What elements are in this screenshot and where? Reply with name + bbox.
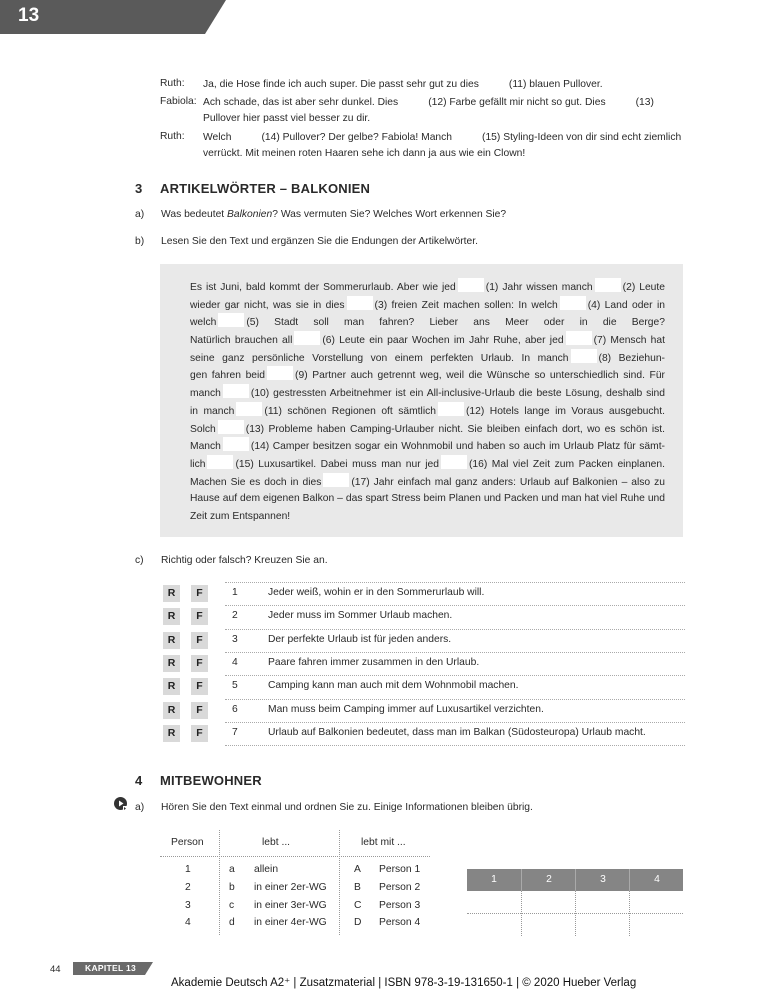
table-cell-num: 3 <box>185 899 191 911</box>
checkbox-richtig[interactable]: R <box>163 702 180 719</box>
dialogue-row <box>160 93 685 128</box>
table-header-person: Person <box>171 837 204 848</box>
rf-statement-row <box>160 652 685 675</box>
statement-text: Urlaub auf Balkonien bedeutet, dass man im Balkan (Südosteuropa) Urlaub macht. <box>268 726 646 738</box>
text-line <box>190 331 665 349</box>
answer-gap[interactable] <box>571 349 597 363</box>
row-divider <box>225 605 685 606</box>
table-cell-lebt: in einer 4er-WG <box>254 917 327 929</box>
table-cell-cap: B <box>354 881 361 893</box>
text-segment: (6) Leute ein paar Wochen im Jahr Ruhe, aber jed <box>322 335 564 347</box>
task-4a-label: a) <box>135 802 145 813</box>
audio-play-icon[interactable] <box>113 796 128 811</box>
answer-gap[interactable] <box>347 296 373 310</box>
text-segment: (3) freien Zeit machen sollen: In welch <box>374 299 558 311</box>
rf-statement-row <box>160 675 685 698</box>
checkbox-richtig[interactable]: R <box>163 655 180 672</box>
text-segment: Solch <box>190 423 216 435</box>
checkbox-richtig[interactable]: R <box>163 678 180 695</box>
checkbox-richtig[interactable]: R <box>163 632 180 649</box>
checkbox-richtig[interactable]: R <box>163 608 180 625</box>
answer-gap[interactable] <box>233 128 259 142</box>
row-divider <box>225 582 685 583</box>
answer-gap[interactable] <box>608 93 634 107</box>
section3-number: 3 <box>135 181 143 196</box>
checkbox-falsch[interactable]: F <box>191 702 208 719</box>
text-segment: verrückt. Mit meinen roten Haaren sehe ich dann ja aus wie ein Clown! <box>203 148 526 159</box>
text-segment: Machen Sie es doch in dies <box>190 476 322 488</box>
table-cell-num: 2 <box>185 881 191 893</box>
task-3a-label: a) <box>135 209 145 220</box>
table-header-divider <box>160 856 430 857</box>
text-line <box>190 490 665 508</box>
statement-text: Jeder weiß, wohin er in den Sommerurlaub will. <box>268 587 485 598</box>
text-segment: (15) Styling-Ideen von dir sind echt ziemlich <box>482 131 682 143</box>
text-line <box>190 384 665 402</box>
checkbox-falsch[interactable]: F <box>191 608 208 625</box>
text-line <box>190 349 665 367</box>
table-cell-mit: Person 4 <box>379 917 421 929</box>
dialogue-row <box>160 128 685 163</box>
task-4a-text: Hören Sie den Text einmal und ordnen Sie zu. Einige Informationen bleiben übrig. <box>161 802 533 813</box>
table-header-lebt-mit: lebt mit ... <box>361 837 406 848</box>
text-line <box>190 473 665 491</box>
answer-gap[interactable] <box>438 402 464 416</box>
statement-text: Man muss beim Camping immer auf Luxusartikel verzichten. <box>268 703 544 715</box>
row-divider <box>225 629 685 630</box>
row-divider <box>225 745 685 746</box>
text-segment: lich <box>190 458 206 470</box>
text-line <box>190 437 665 455</box>
table-cell-mit: Person 1 <box>379 864 421 875</box>
reading-text-box <box>160 264 683 537</box>
statement-text: Der perfekte Urlaub ist für jeden anders. <box>268 633 452 645</box>
task-3c-label: c) <box>135 555 144 566</box>
text-segment: Natürlich brauchen all <box>190 335 293 347</box>
text-segment: (13) <box>635 96 654 108</box>
text-segment: in manch <box>190 405 235 417</box>
text-line <box>190 366 665 384</box>
text-line <box>203 132 681 143</box>
answer-gap[interactable] <box>223 437 249 451</box>
text-segment: manch <box>190 388 221 400</box>
statement-number: 6 <box>232 703 238 715</box>
answer-gap[interactable] <box>458 278 484 292</box>
answer-gap[interactable] <box>218 313 244 327</box>
text-segment: (16) Mal viel Zeit zum Packen einplanen. <box>468 458 665 470</box>
answer-grid-header-cell: 3 <box>575 869 630 891</box>
section4-title: MITBEWOHNER <box>160 773 262 788</box>
footer-text: Akademie Deutsch A2⁺ | Zusatzmaterial | ISBN 978-3-19-131650-1 | © 2020 Hueber Verlag <box>171 977 637 989</box>
checkbox-richtig[interactable]: R <box>163 725 180 742</box>
table-header-lebt: lebt ... <box>262 837 291 848</box>
table-column-divider <box>339 830 340 935</box>
text-segment: (15) Luxusartikel. Dabei muss man nur jed <box>235 458 439 470</box>
table-cell-lebt: allein <box>254 864 279 875</box>
task-3b-text: Lesen Sie den Text und ergänzen Sie die Endungen der Artikelwörter. <box>161 236 478 247</box>
table-cell-lebt: in einer 2er-WG <box>254 881 327 893</box>
checkbox-richtig[interactable]: R <box>163 585 180 602</box>
answer-gap[interactable] <box>566 331 592 345</box>
text-segment: seine ganz persönliche Vorstellung von einem perfekten Urlaub. In manch <box>190 352 569 364</box>
speaker-name: Ruth: <box>160 78 185 89</box>
dialogue-line <box>203 110 685 128</box>
answer-grid-header-cell: 1 <box>491 874 497 885</box>
text-segment: (10) gestressten Arbeitnehmer ist ein All-inclusive-Urlaub die beste Lösung, deshalb sind <box>250 388 665 400</box>
statement-text: Camping kann man auch mit dem Wohnmobil machen. <box>268 680 519 692</box>
text-segment: Hause auf dem eigenen Balkon – das spart Stress beim Planen und Packen und man hat viel Ruhe und <box>190 493 665 505</box>
table-cell-mit: Person 3 <box>379 899 421 911</box>
answer-grid-divider <box>629 891 630 936</box>
rf-statement-row <box>160 582 685 605</box>
footer-chapter-label: KAPITEL 13 <box>85 963 137 973</box>
answer-gap[interactable] <box>223 384 249 398</box>
answer-grid-cell-3[interactable] <box>592 914 612 934</box>
checkbox-falsch[interactable]: F <box>191 632 208 649</box>
table-cell-num: 1 <box>185 864 191 875</box>
text-segment: (4) Land oder in <box>587 299 665 311</box>
section4-number: 4 <box>135 773 143 788</box>
statement-number: 5 <box>232 680 238 692</box>
text-segment: Ja, die Hose finde ich auch super. Die passt sehr gut zu dies <box>203 79 479 90</box>
statement-number: 4 <box>232 656 238 668</box>
statement-number: 2 <box>232 610 238 622</box>
text-segment: Zeit zum Entspannen! <box>190 510 291 522</box>
answer-gap[interactable] <box>560 296 586 310</box>
text-segment: (1) Jahr wissen manch <box>485 282 593 293</box>
page-number: 44 <box>50 964 61 975</box>
text-segment: (7) Mensch hat <box>593 335 665 347</box>
answer-gap[interactable] <box>454 128 480 142</box>
text-line <box>190 296 665 314</box>
text-segment: Es ist Juni, bald kommt der Sommerurlaub. Aber wie jed <box>190 282 456 293</box>
task-3a-text: Was bedeutet Balkonien? Was vermuten Sie? Welches Wort erkennen Sie? <box>161 209 507 220</box>
text-line <box>203 113 370 124</box>
table-cell-cap: C <box>354 899 362 911</box>
rf-statement-row <box>160 629 685 652</box>
dialogue-line <box>203 128 685 146</box>
answer-gap[interactable] <box>236 402 262 416</box>
table-cell-cap: D <box>354 917 362 929</box>
answer-gap[interactable] <box>481 75 507 89</box>
text-line <box>203 148 525 159</box>
checkbox-falsch[interactable]: F <box>191 655 208 672</box>
answer-gap[interactable] <box>294 331 320 345</box>
table-cell-num: 4 <box>185 917 191 929</box>
rf-statement-row <box>160 605 685 628</box>
table-cell-cap: A <box>354 864 361 875</box>
text-segment: (13) Probleme haben Camping-Urlauber nicht. Sie bleiben einfach dort, wo es schön ist. <box>245 423 665 435</box>
text-line <box>203 79 603 90</box>
footer-chapter-tab <box>73 962 153 975</box>
task-3b-label: b) <box>135 236 145 247</box>
text-segment: (8) Beziehun- <box>598 352 665 364</box>
answer-grid-cell-4[interactable] <box>646 914 666 934</box>
table-cell-letter: d <box>229 917 235 929</box>
answer-grid-cell-1[interactable] <box>490 914 510 934</box>
dialogue-row <box>160 75 685 93</box>
table-cell-lebt: in einer 3er-WG <box>254 899 327 911</box>
text-segment: welch <box>190 317 217 329</box>
text-segment: (12) Farbe gefällt mir nicht so gut. Dies <box>428 96 606 108</box>
row-divider <box>225 675 685 676</box>
table-cell-mit: Person 2 <box>379 881 421 893</box>
answer-gap[interactable] <box>218 420 244 434</box>
statement-number: 7 <box>232 726 238 738</box>
text-segment: Welch <box>203 131 232 143</box>
row-divider <box>225 722 685 723</box>
answer-gap[interactable] <box>400 93 426 107</box>
answer-gap[interactable] <box>267 366 293 380</box>
dialogue-line <box>203 93 685 111</box>
text-segment: (12) Hotels lange im Voraus ausgebucht. <box>466 405 666 417</box>
text-segment: Manch <box>190 441 221 453</box>
reading-text <box>190 278 665 526</box>
answer-gap[interactable] <box>323 473 349 487</box>
text-segment: (5) Stadt soll man fahren? Lieber ans Meer oder in die Berge? <box>246 317 665 329</box>
text-segment: wieder gar nicht, was sie in dies <box>190 299 345 311</box>
text-line <box>203 97 654 108</box>
answer-grid-header-cell: 4 <box>629 869 684 891</box>
text-line <box>190 455 665 473</box>
chapter-tab <box>0 0 226 34</box>
row-divider <box>225 652 685 653</box>
text-segment: Pullover hier passt viel besser zu dir. <box>203 113 371 124</box>
answer-grid-header-cell: 2 <box>521 869 576 891</box>
checkbox-falsch[interactable]: F <box>191 585 208 602</box>
text-segment: (11) blauen Pullover. <box>508 79 603 90</box>
dialogue-line <box>203 75 685 93</box>
text-line <box>190 278 665 296</box>
text-line <box>190 313 665 331</box>
statement-number: 3 <box>232 633 238 645</box>
text-segment: (11) schönen Regionen oft sämtlich <box>264 405 436 417</box>
answer-grid-cell-2[interactable] <box>538 914 558 934</box>
answer-gap[interactable] <box>595 278 621 292</box>
checkbox-falsch[interactable]: F <box>191 725 208 742</box>
dialogue-line <box>203 145 685 163</box>
answer-gap[interactable] <box>207 455 233 469</box>
dialogue <box>160 75 685 163</box>
text-segment: (9) Partner auch getrennt weg, weil die Wünsche so unterschiedlich sind. Für <box>295 370 665 382</box>
text-segment: (17) Jahr einfach mal ganz anders: Urlaub auf Balkonien – also zu <box>351 476 665 488</box>
table-cell-letter: c <box>229 899 235 911</box>
text-segment: (14) Camper besitzen sogar ein Wohnmobil und haben so auch im Urlaub Platz für sämt- <box>250 441 665 453</box>
text-segment: (14) Pullover? Der gelbe? Fabiola! Manch <box>261 131 453 143</box>
chapter-number: 13 <box>18 5 40 26</box>
section3-title: ARTIKELWÖRTER – BALKONIEN <box>160 181 371 196</box>
statement-text: Jeder muss im Sommer Urlaub machen. <box>268 610 453 622</box>
statement-text: Paare fahren immer zusammen in den Urlaub. <box>268 656 480 668</box>
text-line <box>190 508 665 526</box>
answer-gap[interactable] <box>441 455 467 469</box>
table-cell-letter: b <box>229 881 235 893</box>
text-segment: gen fahren beid <box>190 370 266 382</box>
speaker-name: Fabiola: <box>160 95 197 107</box>
text-line <box>190 402 665 420</box>
row-divider <box>225 699 685 700</box>
table-column-divider <box>219 830 220 935</box>
text-segment: Ach schade, das ist aber sehr dunkel. Dies <box>203 96 399 108</box>
statement-number: 1 <box>232 587 238 598</box>
checkbox-falsch[interactable]: F <box>191 678 208 695</box>
rf-statement-row <box>160 699 685 722</box>
task-3c-text: Richtig oder falsch? Kreuzen Sie an. <box>161 555 328 566</box>
table-cell-letter: a <box>229 864 235 875</box>
text-line <box>190 420 665 438</box>
answer-grid-divider <box>575 891 576 936</box>
text-segment: (2) Leute <box>622 282 665 293</box>
speaker-name: Ruth: <box>160 130 185 142</box>
answer-grid-divider <box>521 891 522 936</box>
rf-statement-row <box>160 722 685 745</box>
answer-grid-header <box>467 869 683 891</box>
